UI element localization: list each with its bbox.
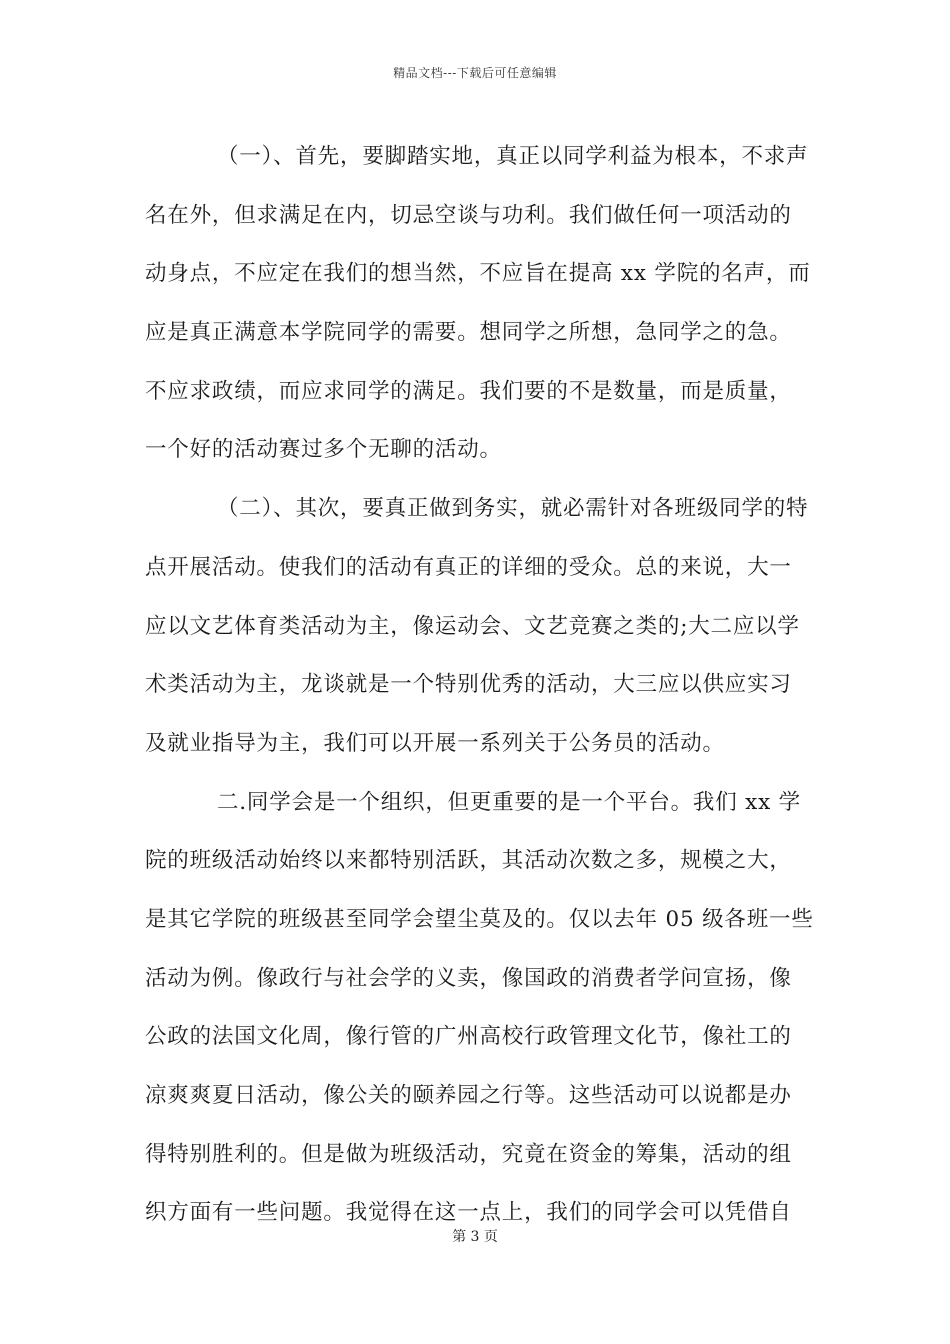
paragraph-line: 点开展活动。使我们的活动有真正的详细的受众。总的来说，大一 — [145, 554, 792, 580]
paragraph-line: 应是真正满意本学院同学的需要。想同学之所想，急同学之的急。 — [145, 320, 792, 346]
paragraph-line: 术类活动为主，龙谈就是一个特别优秀的活动，大三应以供应实习 — [145, 672, 792, 698]
document-body — [145, 128, 814, 1243]
paragraph-line: 名在外，但求满足在内，切忌空谈与功利。我们做任何一项活动的 — [145, 202, 792, 228]
paragraph-first-line: 二.同学会是一个组织，但更重要的是一个平台。我们 xx 学 — [217, 789, 801, 815]
paragraph-line: 及就业指导为主，我们可以开展一系列关于公务员的活动。 — [145, 730, 725, 756]
paragraph-line: 一个好的活动赛过多个无聊的活动。 — [145, 437, 502, 463]
paragraph-line: 凉爽爽夏日活动，像公关的颐养园之行等。这些活动可以说都是办 — [145, 1083, 792, 1108]
paragraph-line: 院的班级活动始终以来都特别活跃，其活动次数之多，规模之大， — [145, 848, 792, 874]
paragraph-line: 应以文艺体育类活动为主，像运动会、文艺竞赛之类的;大二应以学 — [145, 613, 800, 639]
paragraph-line: 是其它学院的班级甚至同学会望尘莫及的。仅以去年 05 级各班一些 — [145, 906, 814, 932]
paragraph-first-line: （二）、其次，要真正做到务实，就必需针对各班级同学的特 — [217, 496, 809, 522]
page-header: 精品文档---下载后可任意编辑 — [393, 66, 557, 80]
paragraph-line: 织方面有一些问题。我觉得在这一点上，我们的同学会可以凭借自 — [145, 1200, 792, 1226]
paragraph-first-line: （一）、首先，要脚踏实地，真正以同学利益为根本，不求声 — [217, 144, 809, 169]
paragraph-line: 不应求政绩，而应求同学的满足。我们要的不是数量，而是质量， — [145, 378, 792, 404]
paragraph-line: 活动为例。像政行与社会学的义卖，像国政的消费者学问宣扬，像 — [145, 965, 792, 991]
paragraph-line: 动身点，不应定在我们的想当然，不应旨在提高 xx 学院的名声，而 — [145, 261, 811, 287]
paragraph-line: 得特别胜利的。但是做为班级活动，究竟在资金的筹集，活动的组 — [145, 1141, 792, 1167]
page-number: 第 3 页 — [452, 1229, 498, 1245]
paragraph-line: 公政的法国文化周，像行管的广州高校行政管理文化节，像社工的 — [145, 1024, 792, 1050]
